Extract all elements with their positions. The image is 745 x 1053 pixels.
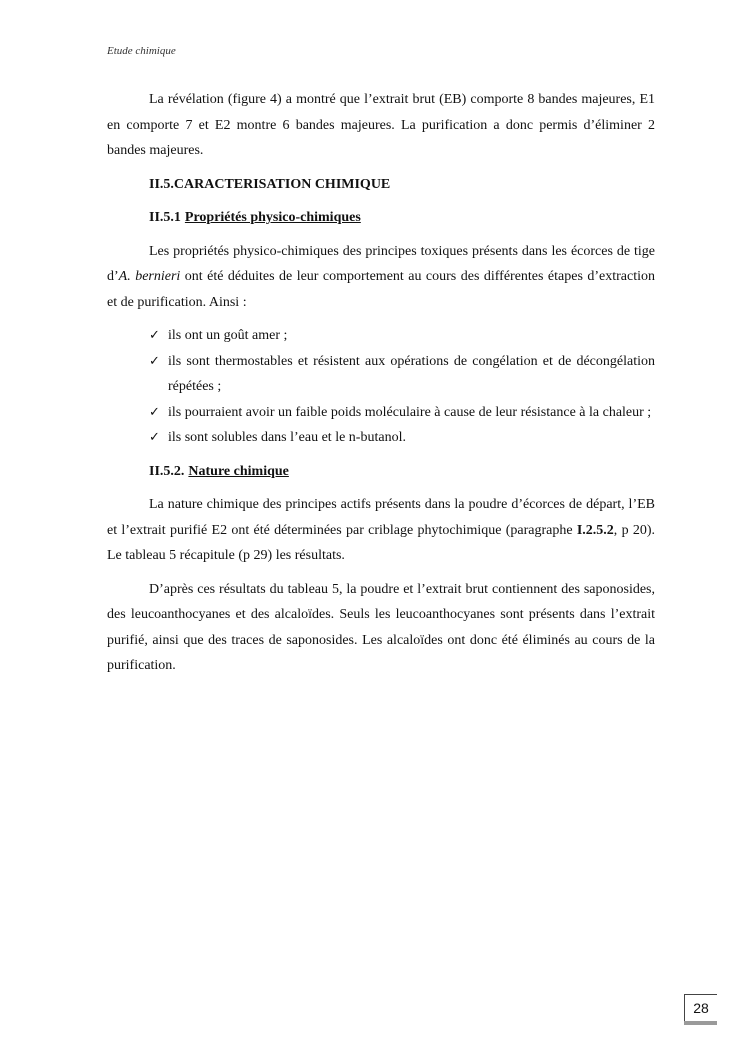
- subsection-title: Propriétés physico-chimiques: [184, 210, 361, 225]
- species-name: A. bernieri: [118, 269, 181, 284]
- subsection-heading-nature: [149, 459, 655, 485]
- list-item: [149, 323, 655, 349]
- section-heading: II.5.CARACTERISATION CHIMIQUE: [149, 176, 391, 192]
- text-run: La nature chimique des principes actifs présents dans la poudre d’écorces de départ, l’EB et l’extrait purifié E2 ont été déterminées par criblage phytochimique (paragraphe: [107, 497, 655, 538]
- paragraph-properties: [107, 239, 655, 316]
- paragraph-results: D’après ces résultats du tableau 5, la poudre et l’extrait brut contiennent des saponosides, des leucoanthocyanes et des alcaloïdes. Seuls les leucoanthocyanes sont présents dans l’extrait purifié, ainsi que des traces de saponosides. Les alcaloïdes ont donc été éliminés au cours de la purification.: [107, 581, 655, 673]
- checkmark-icon: ✓: [149, 328, 160, 343]
- list-item: [149, 349, 655, 400]
- checkmark-icon: ✓: [149, 404, 160, 420]
- list-item-text: ils sont solubles dans l’eau et le n-butanol.: [168, 430, 406, 445]
- page-number-underline: [684, 1021, 717, 1025]
- list-item-text: ils sont thermostables et résistent aux opérations de congélation et de décongélation répétées ;: [168, 353, 655, 394]
- checkmark-icon: ✓: [149, 353, 160, 369]
- list-item-text: ils pourraient avoir un faible poids moléculaire à cause de leur résistance à la chaleur ;: [168, 404, 652, 420]
- list-item: [149, 400, 655, 426]
- subsection-number: II.5.2.: [149, 463, 185, 479]
- section-reference: I.2.5.2: [576, 522, 614, 538]
- checkmark-icon: ✓: [149, 430, 160, 445]
- subsection-number: II.5.1: [149, 210, 181, 225]
- page-number: 28: [684, 994, 717, 1021]
- text-run: Les propriétés physico-chimiques des principes toxiques présents dans les écorces de tige d’: [107, 243, 655, 284]
- subsection-title: Nature chimique: [188, 463, 289, 479]
- text-run: , p 20). Le tableau 5 récapitule (p 29) les résultats.: [107, 522, 655, 563]
- text-run: ont été déduites de leur comportement au cours des différentes étapes d’extraction et de purification. Ainsi :: [107, 269, 655, 310]
- paragraph-nature: [107, 492, 655, 569]
- subsection-heading-properties: [149, 205, 655, 231]
- page-body: [107, 87, 655, 687]
- running-header: Etude chimique: [107, 45, 176, 57]
- list-item-text: ils ont un goût amer ;: [168, 328, 288, 343]
- list-item: [149, 425, 655, 451]
- properties-list: [107, 323, 655, 451]
- paragraph-revelation: La révélation (figure 4) a montré que l’extrait brut (EB) comporte 8 bandes majeures, E1 en comporte 7 et E2 montre 6 bandes majeures. La purification a donc permis d’éliminer 2 bandes majeures.: [107, 92, 655, 158]
